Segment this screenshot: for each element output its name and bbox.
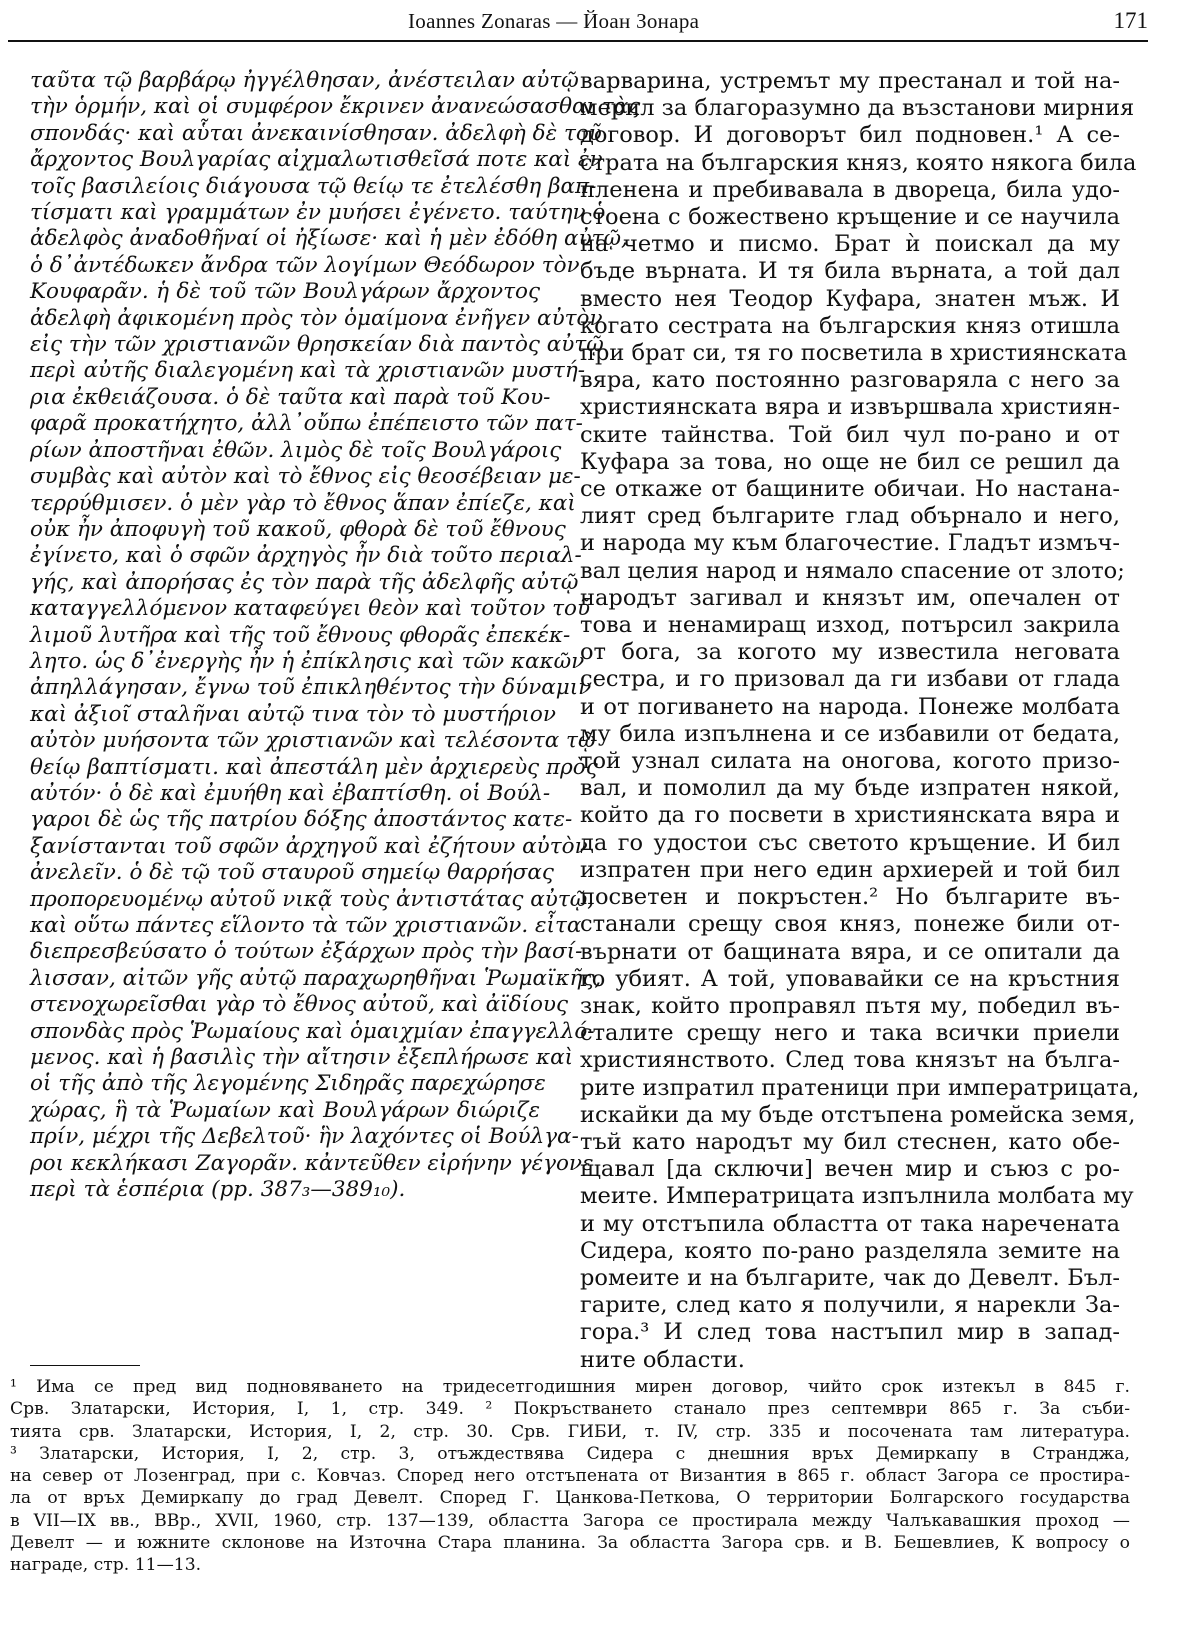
greek-text-line: σπονδάς· καὶ αὗται ἀνεκαινίσθησαν. ἀδελφὴ δὲ τοῦ [30, 120, 602, 146]
greek-text-line: ὁ δ᾽ἀντέδωκεν ἄνδρα τῶν λογίμων Θεόδωρον τὸν [30, 252, 580, 278]
greek-text-line: ἀδελφὴ ἀφικομένη πρὸς τὸν ὁμαίμονα ἐνῆγεν αὐτὸν [30, 305, 603, 331]
translation-text-line: знак, който проправял пътя му, победил въ- [580, 992, 1120, 1019]
greek-text-line: στενοχωρεῖσθαι γὰρ τὸ ἔθνος αὐτοῦ, καὶ ἀϊδίους [30, 992, 569, 1018]
translation-text-line: това и ненамиращ изход, потърсил закрила [580, 612, 1120, 639]
translation-text-line: се откаже от бащините обичаи. Но настана- [580, 476, 1120, 503]
translation-text-line: когато сестрата на българския княз отишла [580, 312, 1120, 339]
greek-text-line: λιμοῦ λυτῆρα καὶ τῆς τοῦ ἔθνους φθορᾶς ἐπεκέκ- [30, 622, 571, 648]
translation-text-line: и народа му към благочестие. Гладът измъч- [580, 530, 1120, 557]
greek-text-line: ἀπηλλάγησαν, ἔγνω τοῦ ἐπικληθέντος τὴν δύναμιν [30, 675, 592, 701]
translation-text-line: върнати от бащината вяра, и се опитали да [580, 938, 1120, 965]
translation-text-line: и от погиването на народа. Понеже молбата [580, 693, 1120, 720]
footnote-line: в VII—IX вв., ВВр., XVII, 1960, стр. 137—139, областта Загора се простирала между Чалъкавашкия проход — [10, 1510, 1130, 1531]
greek-text-line: τοῖς βασιλείοις διάγουσα τῷ θείῳ τε ἐτελέσθη βαπ- [30, 173, 597, 199]
greek-text-line: οἱ τῆς ἀπὸ τῆς λεγομένης Σιδηρᾶς παρεχώρησε [30, 1071, 546, 1097]
greek-text-line: αὐτόν· ὁ δὲ καὶ ἐμυήθη καὶ ἐβαπτίσθη. οἱ Βούλ- [30, 780, 551, 806]
greek-text-line: μενος. καὶ ἡ βασιλὶς τὴν αἴτησιν ἐξεπλήρωσε καὶ [30, 1045, 574, 1071]
greek-text-line: σπονδὰς πρὸς Ῥωμαίους καὶ ὁμαιχμίαν ἐπαγγελλό- [30, 1018, 595, 1044]
greek-text-line: προπορευομένῳ αὐτοῦ νικᾷ τοὺς ἀντιστάτας αὐτῷ, [30, 886, 595, 912]
translation-text-line: рите изпратил пратеници при императрицата, [580, 1074, 1140, 1101]
translation-text-line: изпратен при него един архиерей и той бил [580, 856, 1120, 883]
greek-text-line: ρίων ἀποστῆναι ἐθῶν. λιμὸς δὲ τοῖς Βουλγάροις [30, 437, 562, 463]
greek-text-line: τερρύθμισεν. ὁ μὲν γὰρ τὸ ἔθνος ἅπαν ἐπίεζε, καὶ [30, 490, 576, 516]
translation-text-line: гора.³ И след това настъпил мир в запад- [580, 1319, 1120, 1346]
greek-text-line: τίσματι καὶ γραμμάτων ἐν μυήσει ἐγένετο. ταύτην ὁ [30, 200, 606, 226]
greek-text-line: συμβὰς καὶ αὐτὸν καὶ τὸ ἔθνος εἰς θεοσέβειαν με- [30, 464, 581, 490]
greek-text-line: λισσαν, αἰτῶν γῆς αὐτῷ παραχωρηθῆναι Ῥωμαϊκῆς, [30, 965, 602, 991]
footnote-line: на север от Лозенград, при с. Ковчаз. Според него отстъпената от Византия в 865 г. област Загора се простира- [10, 1466, 1130, 1487]
translation-text-line: мерил за благоразумно да възстанови мирния [580, 95, 1135, 122]
translation-text-line: меите. Императрицата изпълнила молбата му [580, 1183, 1134, 1210]
greek-text-line: Κουφαρᾶν. ἡ δὲ τοῦ τῶν Βουλγάρων ἄρχοντος [30, 279, 540, 305]
greek-text-line: ἐγίνετο, καὶ ὁ σφῶν ἀρχηγὸς ἦν διὰ τοῦτο περιαλ- [30, 543, 582, 569]
translation-text-line: да го удостои със светото кръщение. И бил [580, 829, 1120, 856]
translation-text-line: ните области. [580, 1346, 745, 1373]
running-title: Ioannes Zonaras — Йоан Зонара [408, 9, 700, 33]
translation-text-line: от бога, за когото му известила неговата [580, 639, 1120, 666]
translation-text-line: на четмо и писмо. Брат ѝ поискал да му [580, 231, 1120, 258]
greek-text-line: αὐτὸν μυήσοντα τῶν χριστιανῶν καὶ τελέσοντα τῷ [30, 728, 596, 754]
greek-text-line: ἀνελεῖν. ὁ δὲ τῷ τοῦ σταυροῦ σημείῳ θαρρήσας [30, 860, 554, 886]
translation-text-line: пленена и пребивавала в двореца, била удо- [580, 176, 1120, 203]
translation-text-line: сталите срещу него и така всички приели [580, 1020, 1120, 1047]
greek-text-line: γαροι δὲ ὡς τῆς πατρίου δόξης ἀποστάντος κατε- [30, 807, 573, 833]
translation-text-line: лият сред българите глад обърнало и него, [580, 503, 1120, 530]
greek-text-line: ρια ἐκθειάζουσα. ὁ δὲ ταῦτα καὶ παρὰ τοῦ Κου- [30, 384, 551, 410]
translation-text-line: тъй като народът му бил стеснен, като обе- [580, 1128, 1120, 1155]
translation-text-line: щавал [да сключи] вечен мир и съюз с ро- [580, 1156, 1120, 1183]
translation-text-line: стоена с божествено кръщение и се научила [580, 204, 1120, 231]
greek-text-line: χώρας, ἣ τὰ Ῥωμαίων καὶ Βουλγάρων διώριζε [30, 1097, 540, 1123]
footnote-separator [30, 1365, 140, 1366]
greek-text-line: εἰς τὴν τῶν χριστιανῶν θρησκείαν διὰ παντὸς αὐτῷ [30, 332, 604, 358]
translation-text-line: искайки да му бъде отстъпена ромейска земя, [580, 1101, 1136, 1128]
greek-text-line: διεπρεσβεύσατο ὁ τούτων ἐξάρχων πρὸς τὴν βασί- [30, 939, 583, 965]
running-header [8, 6, 1148, 42]
translation-text-line: вяра, като постоянно разговаряла с него за [580, 367, 1120, 394]
greek-text-line: καὶ οὕτω πάντες εἵλοντο τὰ τῶν χριστιανῶν. εἶτα [30, 913, 582, 938]
footnote-line: ла от връх Демиркапу до град Девелт. Според Г. Цанкова-Петкова, О территории Болгарского государства [10, 1488, 1130, 1509]
translation-text-line: страта на българския княз, която някога била [580, 149, 1137, 176]
translation-text-line: който да го посвети в християнската вяра и [580, 802, 1120, 829]
footnotes [10, 1376, 1130, 1577]
greek-text-line: καὶ ἀξιοῖ σταλῆναι αὐτῷ τινα τὸν τὸ μυστήριον [30, 701, 556, 727]
greek-text-line: ἀδελφὸς ἀναδοθῆναί οἱ ἠξίωσε· καὶ ἡ μὲν ἐδόθη αὐτῷ, [30, 226, 628, 252]
translation-text-line: той узнал силата на оногова, когото призо- [580, 748, 1120, 775]
greek-text-line: φαρᾶ προκατήχητο, ἀλλ᾽οὔπω ἐπέπειστο τῶν πατ- [30, 411, 583, 437]
footnote-line: тията срв. Златарски, История, I, 2, стр. 30. Срв. ГИБИ, т. IV, стр. 335 и посочената там литература. [10, 1421, 1130, 1442]
translation-text-line: варварина, устремът му престанал и той на- [580, 68, 1120, 94]
translation-text-line: Сидера, която по-рано разделяла земите на [580, 1237, 1120, 1264]
translation-text-line: бъде върната. И тя била върната, а той дал [580, 258, 1120, 285]
translation-text-line: вместо нея Теодор Куфара, знатен мъж. И [580, 285, 1120, 312]
greek-text-line: οὐκ ἦν ἀποφυγὴ τοῦ κακοῦ, φθορὰ δὲ τοῦ ἔθνους [30, 516, 566, 542]
translation-text-line: народът загивал и князът им, опечален от [580, 584, 1120, 611]
greek-text-line: ταῦτα τῷ βαρβάρῳ ἠγγέλθησαν, ἀνέστειλαν αὐτῷ [30, 68, 579, 93]
translation-text-line: вал, и помолил да му бъде изпратен някой, [580, 775, 1120, 802]
greek-text-line: τὴν ὁρμήν, καὶ οἱ συμφέρον ἔκρινεν ἀνανεώσασθαι τὰς [30, 94, 641, 120]
translation-text-line: сестра, и го призовал да ги избави от глада [580, 666, 1120, 693]
footnote-line: ³ Златарски, История, I, 2, стр. 3, отъждествява Сидера с днешния връх Демиркапу в Странджа, [10, 1443, 1130, 1464]
translation-text-line: Куфара за това, но още не бил се решил да [580, 448, 1120, 475]
translation-text-line: станали срещу своя княз, понеже били от- [580, 911, 1120, 938]
translation-text-line: го убият. А той, уповавайки се на кръстния [580, 965, 1120, 992]
footnote-line: Срв. Златарски, История, I, 1, стр. 349. ² Покръстването станало през септември 865 г. За съби- [10, 1399, 1130, 1420]
translation-text-line: посветен и покръстен.² Но българите въ- [580, 884, 1120, 911]
greek-text-line: περὶ αὐτῆς διαλεγομένη καὶ τὰ χριστιανῶν μυστή- [30, 358, 585, 384]
greek-text-column [30, 68, 641, 1203]
translation-text-line: християнството. След това князът на бълга- [580, 1047, 1120, 1074]
greek-text-line: θείῳ βαπτίσματι. καὶ ἀπεστάλη μὲν ἀρχιερεὺς πρὸς [30, 754, 598, 780]
greek-text-line: γής, καὶ ἀπορήσας ἐς τὸν παρὰ τῆς ἀδελφῆς αὐτῷ [30, 569, 579, 595]
greek-text-line: περὶ τὰ ἑσπέρια (pp. 387₃—389₁₀). [30, 1177, 406, 1203]
translation-text-line: и му отстъпила областта от така наречената [580, 1210, 1120, 1237]
translation-text-line: договор. И договорът бил подновен.¹ А се- [580, 122, 1120, 149]
greek-text-line: πρίν, μέχρι τῆς Δεβελτοῦ· ἣν λαχόντες οἱ Βούλγα- [30, 1124, 579, 1150]
footnote-line: ¹ Има се пред вид подновяването на тридесетгодишния мирен договор, чийто срок изтекъл в 845 г. [10, 1377, 1130, 1397]
greek-text-line: λητο. ὡς δ᾽ἐνεργὴς ἦν ἡ ἐπίκλησις καὶ τῶν κακῶν [30, 648, 585, 674]
page-number: 171 [1113, 8, 1148, 33]
translation-text-line: ромеите и на българите, чак до Девелт. Бъл- [580, 1264, 1120, 1291]
translation-text-line: християнската вяра и извършвала християн- [580, 394, 1120, 421]
greek-text-line: ξανίστανται τοῦ σφῶν ἀρχηγοῦ καὶ ἐζήτουν αὐτὸν [30, 833, 588, 859]
translation-text-line: гарите, след като я получили, я нарекли За- [580, 1292, 1120, 1319]
footnote-line: Девелт — и южните склонове на Източна Стара планина. За областта Загора срв. и В. Бешевлиев, К вопросу о [10, 1533, 1130, 1554]
footnote-line: награде, стр. 11—13. [10, 1555, 202, 1576]
translation-text-line: вал целия народ и нямало спасение от злото; [580, 557, 1125, 584]
translation-text-line: му била изпълнена и се избавили от бедата, [580, 720, 1120, 747]
greek-text-line: ροι κεκλήκασι Ζαγορᾶν. κἀντεῦθεν εἰρήνην γέγονε [30, 1150, 594, 1176]
greek-text-line: ἄρχοντος Βουλγαρίας αἰχμαλωτισθεῖσά ποτε καὶ ἐν [30, 147, 603, 173]
greek-text-line: καταγγελλόμενον καταφεύγει θεὸν καὶ τοῦτον τοῦ [30, 596, 591, 622]
translation-text-line: при брат си, тя го посветила в християнската [580, 340, 1128, 367]
translation-text-line: ските тайнства. Той бил чул по-рано и от [580, 421, 1120, 448]
bulgarian-translation-column [580, 68, 1140, 1374]
